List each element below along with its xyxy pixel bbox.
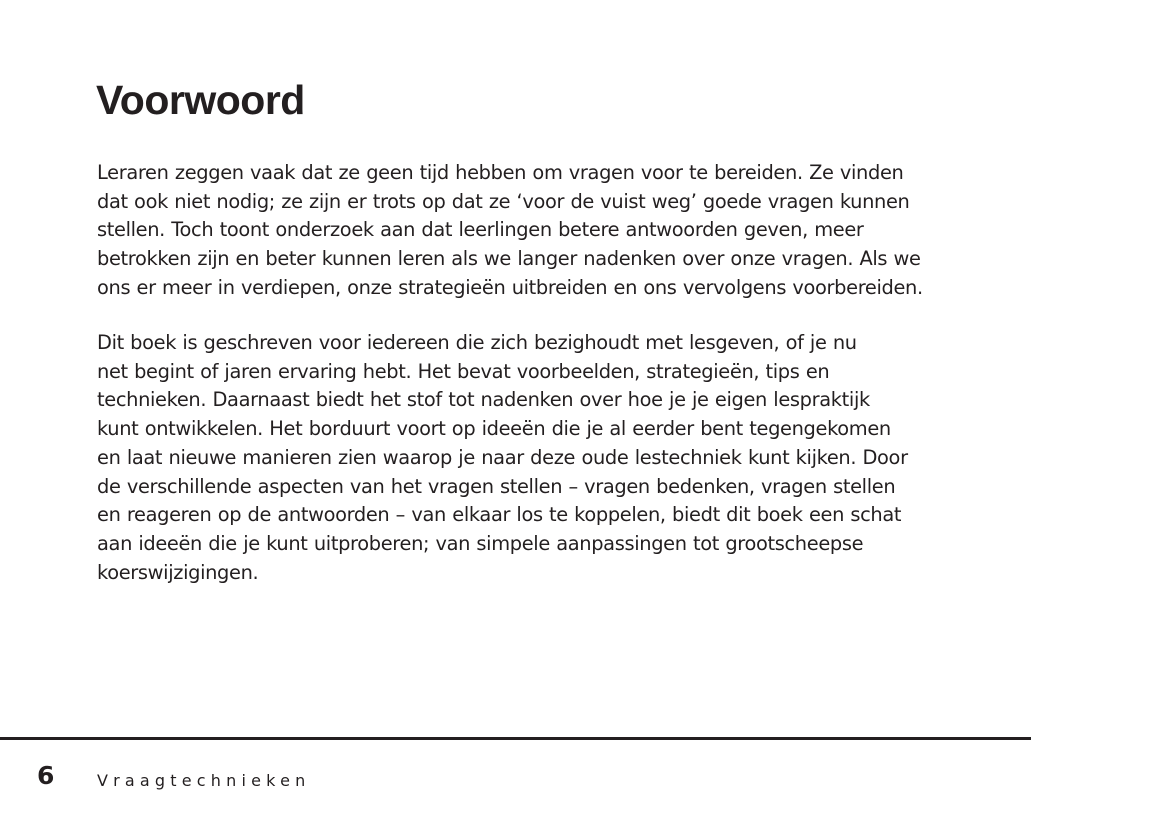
footer-divider <box>0 737 1031 740</box>
text-line: kunt ontwikkelen. Het borduurt voort op ideeën die je al eerder bent tegengekomen <box>97 417 891 441</box>
text-line: en reageren op de antwoorden – van elkaar los te koppelen, biedt dit boek een schat <box>97 503 902 527</box>
text-line: betrokken zijn en beter kunnen leren als we langer nadenken over onze vragen. Als we <box>97 247 921 271</box>
text-line: en laat nieuwe manieren zien waarop je naar deze oude lestechniek kunt kijken. Door <box>97 445 908 469</box>
text-line: aan ideeën die je kunt uitproberen; van simpele aanpassingen tot grootscheepse <box>97 531 864 555</box>
text-line: de verschillende aspecten van het vragen stellen – vragen bedenken, vragen stellen <box>97 474 896 498</box>
page-number: 6 <box>37 761 55 790</box>
text-line: koerswijzigingen. <box>97 560 259 584</box>
running-title: Vraagtechnieken <box>97 771 311 790</box>
text-line: stellen. Toch toont onderzoek aan dat leerlingen betere antwoorden geven, meer <box>97 218 864 242</box>
text-line: Leraren zeggen vaak dat ze geen tijd hebben om vragen voor te bereiden. Ze vinden <box>97 161 904 184</box>
page-title: Voorwoord <box>96 77 305 123</box>
text-line: technieken. Daarnaast biedt het stof tot nadenken over hoe je je eigen lespraktijk <box>97 388 870 412</box>
paragraph-purpose <box>97 329 1057 587</box>
text-line: Dit boek is geschreven voor iedereen die zich bezighoudt met lesgeven, of je nu <box>97 331 857 354</box>
paragraph-intro <box>97 159 1057 303</box>
text-line: ons er meer in verdiepen, onze strategieën uitbreiden en ons vervolgens voorbereiden. <box>97 275 923 299</box>
text-line: net begint of jaren ervaring hebt. Het bevat voorbeelden, strategieën, tips en <box>97 359 830 383</box>
text-line: dat ook niet nodig; ze zijn er trots op dat ze ‘voor de vuist weg’ goede vragen kunnen <box>97 189 910 213</box>
